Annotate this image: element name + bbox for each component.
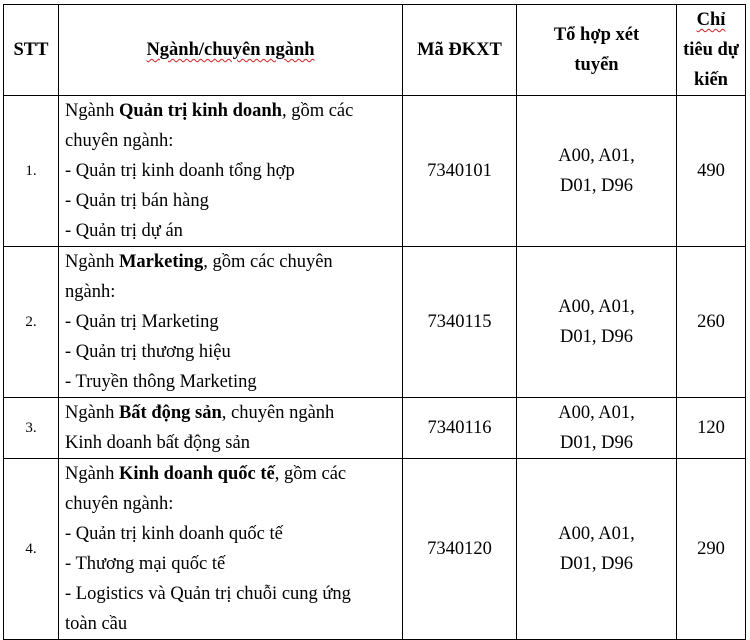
row-major xyxy=(59,459,403,640)
combo-line: D01, D96 xyxy=(560,327,633,347)
header-stt: STT xyxy=(4,5,59,96)
combo-line: A00, A01, xyxy=(558,403,635,423)
table-row xyxy=(4,247,746,398)
major-suffix: , chuyên ngành xyxy=(221,403,335,423)
major-line: ngành: xyxy=(65,282,116,302)
combo-line: A00, A01, xyxy=(558,297,635,317)
row-stt: 2. xyxy=(4,247,59,398)
row-quota: 290 xyxy=(677,459,746,640)
major-title-line xyxy=(65,96,398,126)
row-code: 7340115 xyxy=(403,247,517,398)
row-stt: 4. xyxy=(4,459,59,640)
combo-line: D01, D96 xyxy=(560,554,633,574)
header-quota-line: kiến xyxy=(694,70,728,90)
row-quota: 260 xyxy=(677,247,746,398)
header-combo xyxy=(517,5,677,96)
major-line: - Logistics và Quản trị chuỗi cung ứng xyxy=(65,584,351,604)
major-title-line xyxy=(65,398,398,428)
header-major xyxy=(59,5,403,96)
table-row xyxy=(4,398,746,459)
row-code: 7340101 xyxy=(403,96,517,247)
combo-line: A00, A01, xyxy=(558,146,635,166)
row-code: 7340120 xyxy=(403,459,517,640)
combo-line: D01, D96 xyxy=(560,176,633,196)
major-line: - Quản trị kinh doanh quốc tế xyxy=(65,524,283,544)
header-combo-line: tuyển xyxy=(574,55,619,75)
major-suffix: , gồm các chuyên xyxy=(203,252,333,272)
header-combo-line: Tổ hợp xét xyxy=(553,25,640,45)
header-code: Mã ĐKXT xyxy=(403,5,517,96)
combo-line: D01, D96 xyxy=(560,433,633,453)
major-line: chuyên ngành: xyxy=(65,131,174,151)
row-combo xyxy=(517,398,677,459)
major-line: - Quản trị Marketing xyxy=(65,312,219,332)
header-major-label: Ngành/chuyên ngành xyxy=(146,40,315,60)
major-line: - Thương mại quốc tế xyxy=(65,554,226,574)
major-line: Kinh doanh bất động sản xyxy=(65,433,250,453)
major-line: toàn cầu xyxy=(65,614,128,634)
major-name: Marketing xyxy=(118,252,204,272)
major-title-line xyxy=(65,247,398,277)
row-quota: 490 xyxy=(677,96,746,247)
major-line: - Quản trị kinh doanh tổng hợp xyxy=(65,161,295,181)
row-combo xyxy=(517,96,677,247)
row-combo xyxy=(517,459,677,640)
header-quota xyxy=(677,5,746,96)
major-name: Quản trị kinh doanh xyxy=(118,101,282,121)
row-stt: 1. xyxy=(4,96,59,247)
header-quota-line: tiêu dự xyxy=(683,40,739,60)
major-name: Bất động sản xyxy=(118,403,222,423)
major-line: - Truyền thông Marketing xyxy=(65,372,257,392)
row-quota: 120 xyxy=(677,398,746,459)
major-line: chuyên ngành: xyxy=(65,494,174,514)
major-prefix: Ngành xyxy=(65,101,119,121)
row-code: 7340116 xyxy=(403,398,517,459)
row-combo xyxy=(517,247,677,398)
major-prefix: Ngành xyxy=(65,403,119,423)
header-quota-line: Chỉ xyxy=(696,10,726,30)
major-line: - Quản trị bán hàng xyxy=(65,191,209,211)
major-name: Kinh doanh quốc tế xyxy=(118,464,275,484)
table-row xyxy=(4,96,746,247)
row-stt: 3. xyxy=(4,398,59,459)
row-major xyxy=(59,247,403,398)
major-title-line xyxy=(65,459,398,489)
combo-line: A00, A01, xyxy=(558,524,635,544)
table-row xyxy=(4,459,746,640)
major-line: - Quản trị dự án xyxy=(65,221,183,241)
admissions-table xyxy=(3,4,746,640)
major-prefix: Ngành xyxy=(65,252,119,272)
header-row xyxy=(4,5,746,96)
major-prefix: Ngành xyxy=(65,464,119,484)
row-major xyxy=(59,398,403,459)
major-suffix: , gồm các xyxy=(281,101,354,121)
major-suffix: , gồm các xyxy=(274,464,347,484)
major-line: - Quản trị thương hiệu xyxy=(65,342,231,362)
row-major xyxy=(59,96,403,247)
